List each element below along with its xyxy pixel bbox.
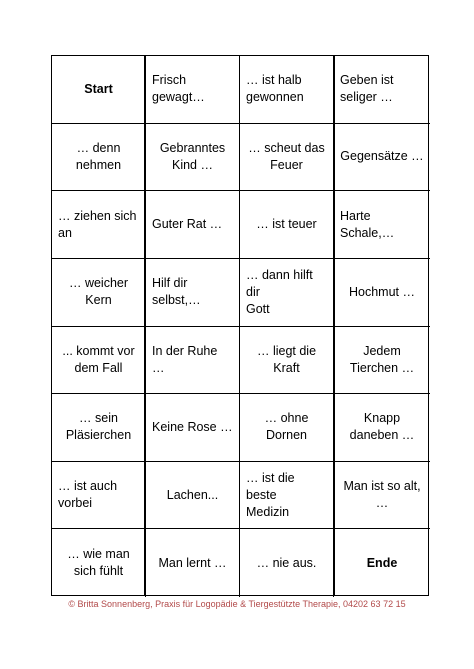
card-cell: Lachen... [146, 462, 240, 530]
card-cell: … weicher Kern [52, 259, 146, 327]
card-cell: … liegt die Kraft [240, 327, 334, 395]
divider-line-2 [333, 55, 335, 596]
card-cell: … ohne Dornen [240, 394, 334, 462]
card-cell: … ist auch vorbei [52, 462, 146, 530]
card-cell: … ist halb gewonnen [240, 56, 334, 124]
card-cell: … sein Pläsierchen [52, 394, 146, 462]
card-cell: Gegensätze … [334, 124, 430, 192]
card-cell: … dann hilft dir Gott [240, 259, 334, 327]
card-cell: … scheut das Feuer [240, 124, 334, 192]
card-cell: Harte Schale,… [334, 191, 430, 259]
domino-grid [51, 55, 429, 596]
card-cell: Man lernt … [146, 529, 240, 597]
card-cell: Man ist so alt, … [334, 462, 430, 530]
card-cell: Gebranntes Kind … [146, 124, 240, 192]
card-cell: In der Ruhe … [146, 327, 240, 395]
card-cell: Ende [366, 555, 398, 570]
card-cell: Geben ist seliger … [334, 56, 430, 124]
card-cell: Hochmut … [334, 259, 430, 327]
card-cell: ... kommt vor dem Fall [52, 327, 146, 395]
card-cell: Knapp daneben … [334, 394, 430, 462]
card-cell: … ziehen sich an [52, 191, 146, 259]
footer-copyright: © Britta Sonnenberg, Praxis für Logopädie & Tiergestützte Therapie, 04202 63 72 15 [68, 599, 406, 609]
card-cell: … ist teuer [240, 191, 334, 259]
divider-line-1 [144, 55, 146, 596]
domino-sheet [51, 55, 429, 596]
card-cell: Start [52, 56, 146, 124]
card-cell: Jedem Tierchen … [334, 327, 430, 395]
card-cell: Hilf dir selbst,… [146, 259, 240, 327]
card-cell: … ist die beste Medizin [240, 462, 334, 530]
card-cell: … wie man sich fühlt [52, 529, 146, 597]
card-cell: … denn nehmen [52, 124, 146, 192]
card-cell: Keine Rose … [146, 394, 240, 462]
card-cell: Guter Rat … [146, 191, 240, 259]
card-cell: Frisch gewagt… [146, 56, 240, 124]
card-cell: … nie aus. [240, 529, 334, 597]
